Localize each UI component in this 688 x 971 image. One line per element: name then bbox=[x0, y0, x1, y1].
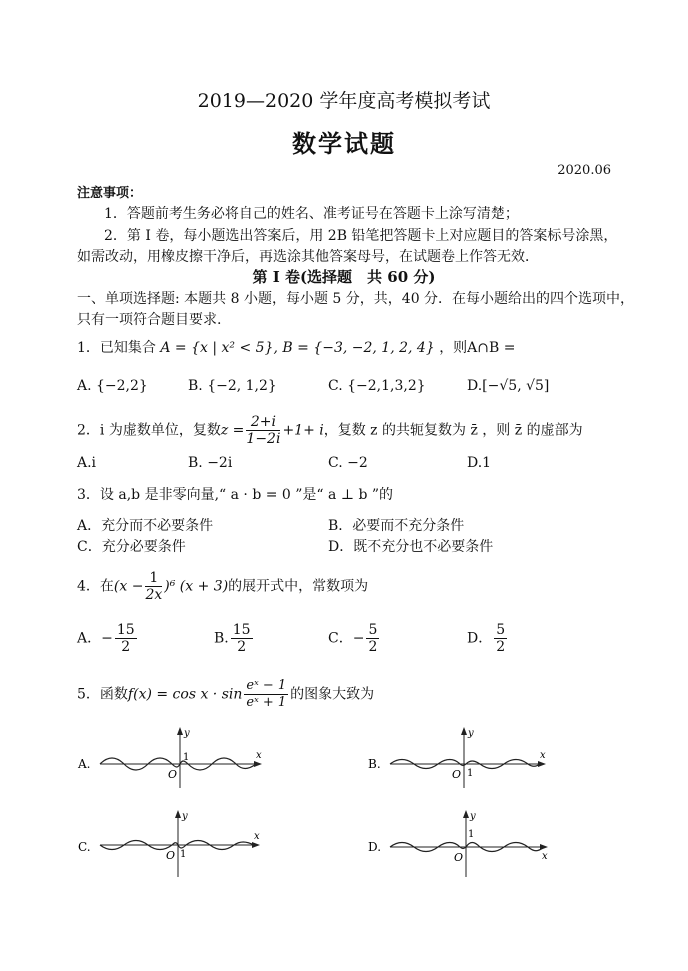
graph-a-y-label: y bbox=[184, 728, 190, 739]
graph-c-x-label: x bbox=[254, 831, 260, 842]
graph-d-y-arrow-icon bbox=[463, 810, 469, 818]
question-4-stem bbox=[77, 570, 368, 603]
question-2-denominator: 1−2i bbox=[246, 431, 281, 447]
graph-d-origin-label: O bbox=[454, 851, 464, 864]
graph-a-origin-label: O bbox=[168, 768, 178, 781]
question-2-tail: +1+ i bbox=[282, 422, 324, 439]
question-2-option-a: A.i bbox=[77, 455, 97, 471]
question-1-option-a: A. {−2,2} bbox=[77, 378, 148, 394]
question-4-option-c-fraction bbox=[366, 622, 379, 655]
subject-title: 数学试题 bbox=[292, 129, 396, 158]
graph-d-tick-label: 1 bbox=[468, 829, 475, 840]
graph-b-label: B. bbox=[368, 757, 381, 771]
question-2-prefix: 2．i 为虚数单位，复数 bbox=[77, 422, 221, 439]
question-4-option-d-numerator: 5 bbox=[496, 622, 506, 638]
graph-c-tick-label: 1 bbox=[180, 849, 187, 860]
question-4-option-a-fraction bbox=[115, 622, 137, 655]
graph-b-origin-label: O bbox=[452, 768, 462, 781]
question-2-option-c: C. −2 bbox=[328, 455, 368, 471]
graph-a-label: A. bbox=[78, 757, 91, 771]
graph-c bbox=[70, 805, 270, 880]
question-1-option-c: C. {−2,1,3,2} bbox=[328, 378, 426, 394]
graph-d-y-label: y bbox=[470, 811, 476, 822]
section-instructions-line-1: 一、单项选择题: 本题共 8 小题，每小题 5 分，共，40 分．在每小题给出的四个选项中， bbox=[77, 291, 635, 307]
graph-b-x-label: x bbox=[540, 750, 546, 761]
section-instructions-line-2: 只有一项符合题目要求. bbox=[77, 312, 222, 328]
question-2-option-d: D.1 bbox=[467, 455, 492, 471]
graph-c-label: C. bbox=[78, 840, 91, 854]
notes-heading: 注意事项： bbox=[77, 186, 143, 201]
question-3-option-d: D．既不充分也不必要条件 bbox=[328, 539, 494, 555]
graph-a-y-arrow-icon bbox=[177, 727, 183, 735]
exam-date: 2020.06 bbox=[557, 163, 611, 178]
question-2-suffix: ，复数 z 的共轭复数为 z̄ ，则 z̄ 的虚部为 bbox=[323, 422, 583, 439]
question-5-stem bbox=[77, 678, 374, 711]
question-3-option-b: B．必要而不充分条件 bbox=[328, 518, 465, 534]
question-4-option-c-denominator: 2 bbox=[368, 639, 378, 655]
question-5-numerator: eˣ − 1 bbox=[246, 678, 287, 693]
question-4-option-c bbox=[328, 622, 381, 655]
question-4-option-a-label: A．− bbox=[77, 630, 113, 647]
graph-c-y-label: y bbox=[182, 811, 188, 822]
question-4-fraction bbox=[145, 570, 162, 603]
question-1-stem bbox=[77, 337, 516, 357]
graph-a bbox=[70, 722, 270, 792]
question-2-fraction bbox=[246, 414, 280, 447]
question-4-expression-right: )⁶ (x + 3) bbox=[164, 578, 229, 595]
graph-b-y-arrow-icon bbox=[461, 727, 467, 735]
question-3-stem: 3．设 a,b 是非零向量,“ a · b = 0 ”是“ a ⊥ b ”的 bbox=[77, 487, 394, 503]
graph-a-tick-label: 1 bbox=[183, 752, 190, 763]
graph-b-tick-label: 1 bbox=[467, 768, 474, 779]
graph-d bbox=[360, 805, 560, 880]
question-1-prefix: 1．已知集合 bbox=[77, 340, 156, 356]
question-4-option-b bbox=[214, 622, 255, 655]
notes-item-1: 1．答题前考生务必将自己的姓名、准考证号在答题卡上涂写清楚； bbox=[104, 206, 519, 222]
question-4-suffix: 的展开式中，常数项为 bbox=[228, 578, 369, 595]
question-4-option-b-fraction bbox=[231, 622, 253, 655]
graph-c-origin-label: O bbox=[166, 849, 176, 862]
question-4-option-d-label: D． bbox=[467, 630, 493, 647]
question-4-option-a bbox=[77, 622, 139, 655]
question-1-option-d: D.[−√5, √5] bbox=[467, 378, 550, 394]
question-4-option-d-denominator: 2 bbox=[496, 639, 506, 655]
question-1-option-b: B. {−2, 1,2} bbox=[188, 378, 277, 394]
graph-b bbox=[360, 722, 560, 792]
question-4-option-b-label: B. bbox=[214, 630, 229, 647]
question-4-option-d-fraction bbox=[494, 622, 507, 655]
question-2-numerator: 2+i bbox=[246, 414, 280, 431]
exam-title: 2019—2020 学年度高考模拟考试 bbox=[197, 90, 491, 112]
question-2-z: z = bbox=[220, 422, 245, 439]
question-1-suffix: ，则A∩B = bbox=[439, 340, 516, 356]
question-4-option-a-denominator: 2 bbox=[121, 639, 131, 655]
question-4-option-c-numerator: 5 bbox=[368, 622, 378, 638]
section-title: 第 I 卷(选择题 共 60 分) bbox=[252, 268, 436, 286]
question-1-expression: A = {x | x² < 5}, B = {−3, −2, 1, 2, 4} bbox=[160, 340, 435, 356]
question-4-numerator: 1 bbox=[145, 570, 162, 587]
question-4-option-a-numerator: 15 bbox=[116, 622, 135, 638]
question-4-denominator: 2x bbox=[145, 587, 163, 603]
graph-d-x-label: x bbox=[542, 851, 548, 862]
question-3-option-a: A．充分而不必要条件 bbox=[77, 518, 214, 534]
question-5-suffix: 的图象大致为 bbox=[290, 686, 375, 703]
question-5-denominator: eˣ + 1 bbox=[246, 695, 287, 710]
question-2-option-b: B. −2i bbox=[188, 455, 233, 471]
graph-b-y-label: y bbox=[468, 728, 474, 739]
graph-c-y-arrow-icon bbox=[175, 810, 181, 818]
question-4-option-d bbox=[467, 622, 509, 655]
question-5-prefix: 5．函数 bbox=[77, 686, 128, 703]
graph-a-x-label: x bbox=[256, 750, 262, 761]
notes-item-2-line-1: 2．第 I 卷，每小题选出答案后，用 2B 铅笔把答题卡上对应题目的答案标号涂黑， bbox=[104, 228, 618, 244]
question-4-option-b-denominator: 2 bbox=[237, 639, 247, 655]
graph-d-label: D. bbox=[368, 840, 382, 854]
question-4-option-c-label: C．− bbox=[328, 630, 365, 647]
question-5-fraction bbox=[244, 678, 288, 711]
question-2-stem bbox=[77, 414, 583, 447]
question-3-option-c: C．充分必要条件 bbox=[77, 539, 186, 555]
question-4-prefix: 4．在 bbox=[77, 578, 114, 595]
question-5-expression: f(x) = cos x · sin bbox=[127, 686, 243, 703]
question-4-option-b-numerator: 15 bbox=[232, 622, 251, 638]
question-4-expression-left: (x − bbox=[113, 578, 144, 595]
notes-item-2-line-2: 如需改动，用橡皮擦干净后，再选涂其他答案母号，在试题卷上作答无效． bbox=[77, 249, 539, 265]
